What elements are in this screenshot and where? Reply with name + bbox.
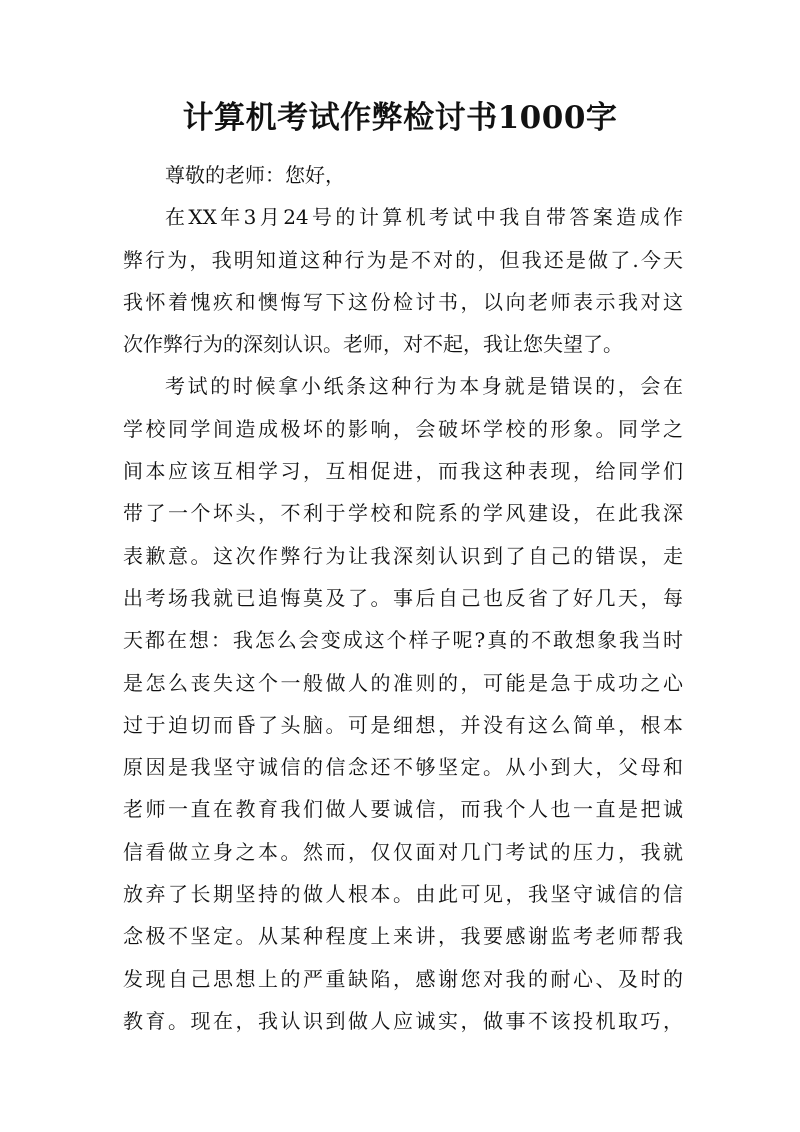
paragraph-line: 出考场我就已追悔莫及了。事后自己也反省了好几天，每	[123, 585, 683, 610]
paragraph-line: 是怎么丧失这个一般做人的准则的，可能是急于成功之心	[123, 670, 683, 695]
paragraph-line: 老师一直在教育我们做人要诚信，而我个人也一直是把诚	[123, 797, 683, 822]
paragraph-line: 表歉意。这次作弊行为让我深刻认识到了自己的错误，走	[123, 543, 683, 568]
paragraph-line: 次作弊行为的深刻认识。老师，对不起，我让您失望了。	[123, 332, 623, 357]
paragraph-line: 在XX年3月24号的计算机考试中我自带答案造成作	[165, 205, 683, 230]
paragraph-line: 学校同学间造成极坏的影响，会破坏学校的形象。同学之	[123, 416, 683, 441]
greeting-line: 尊敬的老师：您好，	[165, 163, 345, 187]
paragraph-line: 天都在想：我怎么会变成这个样子呢?真的不敢想象我当时	[123, 628, 683, 653]
paragraph-line: 教育。现在，我认识到做人应诚实，做事不该投机取巧，	[123, 1008, 683, 1033]
paragraph-line: 弊行为，我明知道这种行为是不对的，但我还是做了.今天	[123, 247, 683, 272]
paragraph-line: 放弃了长期坚持的做人根本。由此可见，我坚守诚信的信	[123, 882, 683, 907]
paragraph-line: 过于迫切而昏了头脑。可是细想，并没有这么简单，根本	[123, 712, 683, 737]
paragraph-line: 考试的时候拿小纸条这种行为本身就是错误的，会在	[165, 374, 683, 399]
paragraph-line: 我怀着愧疚和懊悔写下这份检讨书，以向老师表示我对这	[123, 289, 683, 314]
document-title: 计算机考试作弊检讨书1000字	[182, 100, 618, 136]
paragraph-line: 发现自己思想上的严重缺陷，感谢您对我的耐心、及时的	[123, 966, 683, 991]
paragraph-line: 间本应该互相学习，互相促进，而我这种表现，给同学们	[123, 459, 683, 484]
document-body	[123, 156, 683, 1044]
paragraph-line: 念极不坚定。从某种程度上来讲，我要感谢监考老师帮我	[123, 924, 683, 949]
paragraph-line: 信看做立身之本。然而，仅仅面对几门考试的压力，我就	[123, 839, 683, 864]
paragraph-line: 原因是我坚守诚信的信念还不够坚定。从小到大，父母和	[123, 755, 683, 780]
paragraph-line: 带了一个坏头，不利于学校和院系的学风建设，在此我深	[123, 501, 683, 526]
